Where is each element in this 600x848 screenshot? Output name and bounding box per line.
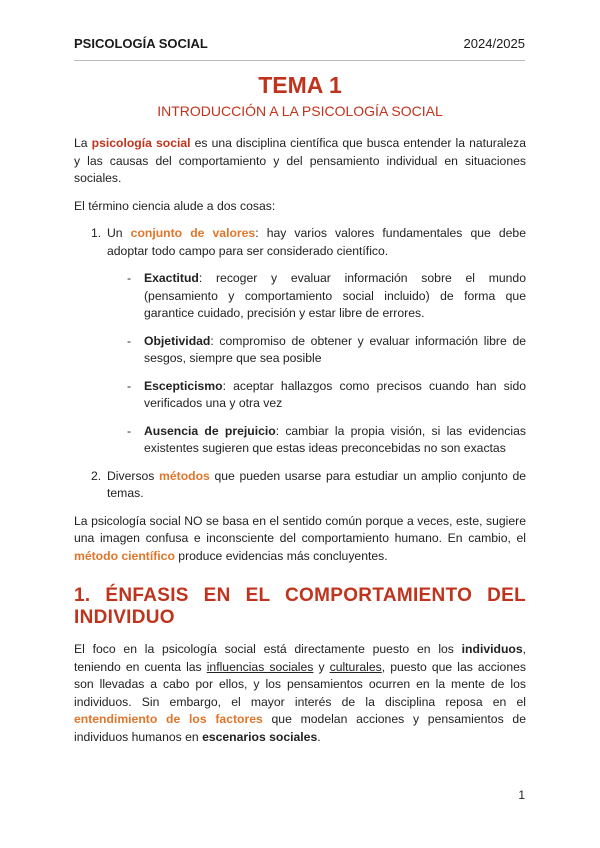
dash: - bbox=[127, 271, 132, 285]
bold-term: individuos bbox=[461, 642, 523, 656]
intro-paragraph bbox=[74, 135, 526, 188]
text: que modelan acciones y pensamientos de individuos humanos en bbox=[74, 712, 526, 744]
science-paragraph: El término ciencia alude a dos cosas: bbox=[74, 198, 276, 213]
page-header bbox=[74, 36, 525, 61]
underlined-term: culturales bbox=[329, 659, 382, 674]
dash: - bbox=[127, 333, 132, 348]
academic-year: 2024/2025 bbox=[463, 36, 525, 51]
highlight-term: método científico bbox=[74, 548, 175, 563]
value-term: Escepticismo bbox=[144, 378, 223, 393]
text: es una disciplina científica que busca entender la naturaleza y las causas del comportamiento y del pensamiento individual en situaciones sociales. bbox=[74, 136, 526, 185]
text: : cambiar la propia visión, si las evidencias existentes sugieren que estas ideas preconcebidas no son exactas bbox=[144, 423, 526, 455]
science-list bbox=[74, 225, 526, 503]
highlight-term: psicología social bbox=[91, 136, 191, 150]
bold-term: escenarios sociales bbox=[202, 729, 318, 744]
list-item bbox=[107, 423, 526, 458]
page-subtitle: INTRODUCCIÓN A LA PSICOLOGÍA SOCIAL bbox=[157, 103, 443, 119]
list-item bbox=[107, 333, 526, 368]
dash: - bbox=[127, 423, 132, 438]
value-term: Objetividad bbox=[144, 333, 211, 348]
list-number: 2. bbox=[91, 468, 102, 483]
list-item bbox=[107, 378, 526, 413]
text: : hay varios valores fundamentales que debe adoptar todo campo para ser considerado científico. bbox=[107, 226, 526, 258]
text: La bbox=[74, 136, 92, 150]
text: : recoger y evaluar información sobre el mundo (pensamiento y comportamiento social incluido) de forma que garantice cuidado, precisión y estar libre de errores. bbox=[144, 271, 526, 320]
list-item bbox=[74, 468, 526, 503]
course-name: PSICOLOGÍA SOCIAL bbox=[74, 36, 208, 51]
list-item bbox=[107, 270, 526, 323]
highlight-term: métodos bbox=[159, 468, 210, 483]
text: . bbox=[317, 729, 321, 744]
list-item bbox=[74, 225, 526, 458]
common-sense-paragraph bbox=[74, 513, 526, 566]
value-term: Exactitud bbox=[144, 271, 199, 285]
list-number: 1. bbox=[91, 226, 102, 240]
text: , puesto que las acciones son llevadas a cabo por ellos, y los pensamientos ocurren en la mente de los individuos. Sin embargo, el mayor interés de la disciplina reposa en el bbox=[74, 659, 526, 709]
highlight-term: entendimiento de los factores bbox=[74, 712, 263, 726]
page-title: TEMA 1 bbox=[258, 72, 342, 98]
value-term: Ausencia de prejuicio bbox=[144, 423, 276, 438]
dash: - bbox=[127, 378, 132, 393]
text: y bbox=[313, 659, 330, 674]
text: Un bbox=[107, 226, 131, 240]
highlight-term: conjunto de valores bbox=[130, 226, 256, 240]
section-heading: 1. ÉNFASIS EN EL COMPORTAMIENTO DEL INDIVIDUO bbox=[74, 585, 526, 628]
values-list bbox=[107, 270, 526, 458]
text: : compromiso de obtener y evaluar información libre de sesgos, siempre que sea posible bbox=[144, 333, 526, 365]
text: La psicología social NO se basa en el sentido común porque a veces, este, sugiere una imagen confusa e inconsciente del comportamiento humano. En cambio, el bbox=[74, 513, 526, 545]
text: El foco en la psicología social está directamente puesto en los bbox=[74, 642, 462, 656]
text: : aceptar hallazgos como precisos cuando han sido verificados una y otra vez bbox=[144, 378, 526, 410]
document-body bbox=[74, 135, 526, 756]
underlined-term: influencias sociales bbox=[206, 659, 314, 674]
text: , teniendo en cuenta las bbox=[74, 642, 526, 674]
section-paragraph bbox=[74, 641, 526, 746]
text: Diversos bbox=[107, 468, 160, 483]
text: que pueden usarse para estudiar un amplio conjunto de temas. bbox=[107, 468, 526, 500]
text: produce evidencias más concluyentes. bbox=[174, 548, 388, 563]
page-number: 1 bbox=[518, 788, 525, 802]
